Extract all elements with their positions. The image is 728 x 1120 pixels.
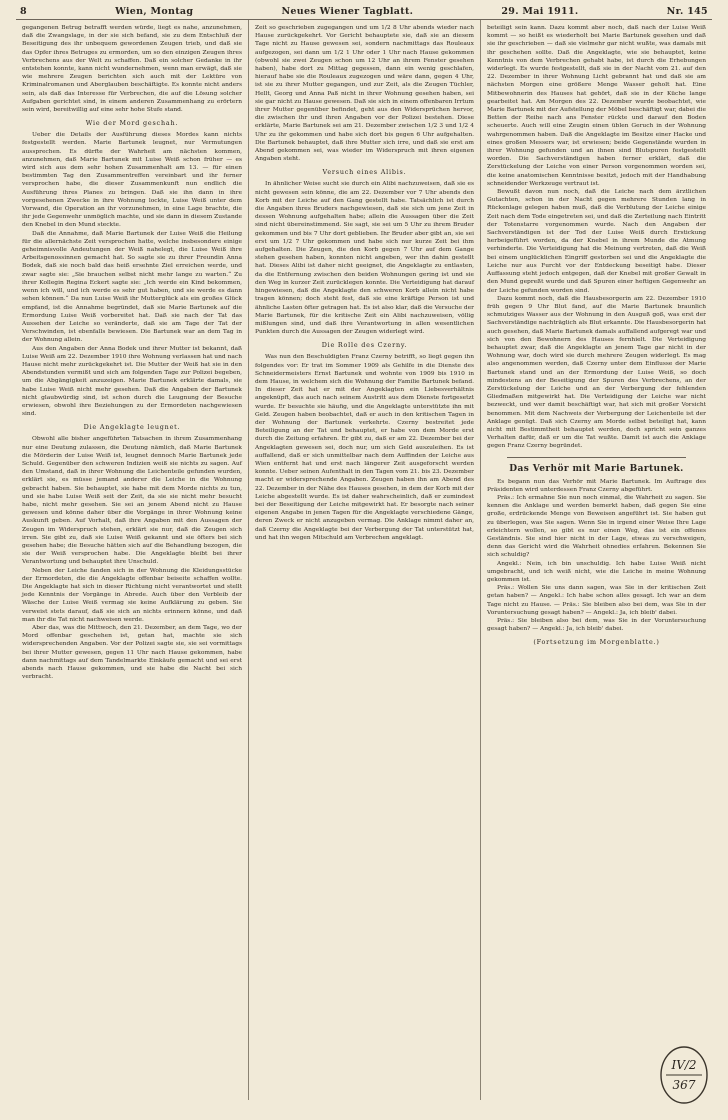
column-1 — [16, 20, 248, 1100]
issue-date: 29. Mai 1911. — [501, 6, 579, 17]
subheading: Die Rolle des Czerny. — [321, 341, 408, 350]
paragraph: Aber das, was die Mittwoch, den 21. Dezember, an dem Tage, wo der Mord offenbar geschehen ist, getan hat, machte sie sich widersprechenden Angaben. Vor der Polizei sagte sie, sie sei vormittags bei ihrer Mutter gewesen, gegen 11 Uhr nach Hause gekommen, habe dann nachmittags auf dem Tandelmarkte Einkäufe gemacht und sei erst abends nach Hause gekommen, und sie habe die Nacht bei sich verbracht. — [22, 625, 242, 681]
subheading: Wie der Mord geschah. — [85, 119, 179, 128]
subheading: Die Angeklagte leugnet. — [83, 423, 181, 432]
paragraph: Neben der Leiche fanden sich in der Wohnung die Kleidungsstücke der Ermordeten, die die Angeklagte offenbar beiseite schaffen wollte. Die Angeklagte hat sich in dieser Richtung nicht verantwortet und stellt jede Kenntnis der Vorgänge in Abrede. Auch über den Verbleib der Wäsche der Luise Weiß vermag sie keine Aufklärung zu geben. Sie verweist stets darauf, daß sie sich an nichts erinnern könne, und daß man ihr die Tat nicht nachweisen werde. — [22, 567, 242, 623]
paragraph: Angekl.: Nein, ich bin unschuldig. Ich habe Luise Weiß nicht umgebracht, und ich weiß nicht, wie die Leiche in meine Wohnung gekommen ist. — [487, 560, 706, 583]
column-2 — [248, 20, 480, 1100]
paragraph: Ueber die Details der Ausführung dieses Mordes kann nichts festgestellt werden. Marie Bartunek leugnet, nur Vermutungen aussprechen. Es dürfte der Wahrheit am nächsten kommen, anzunehmen, daß Marie Bartunek mit Luise Weiß schon früher — es wird sich aus dem sehr hohen Zusammenhalt am 13. — für einen bestimmten Tag den Zusammentreffen vereinbart und ihr ferner versprochen habe, die dieser Zusammenkunft nun endlich die Ausführung ihres Planes zu bringen. Daß sie ihn dann in ihre vorgesehenen Zwecke in ihre Wohnung lockte, Luise Weiß unter dem Vorwand, die Operation an ihr vorzunehmen, in eine Lage brachte, die ihr jede Gegenwehr unmöglich machte, und sie dann in diesem Zustande den Knebel in den Mund steckte. — [22, 132, 242, 229]
paragraph: Daß die Annahme, daß Marie Bartunek der Luise Weiß die Heilung für die allernächste Zeit versprochen hatte, welche insbesondere einige geheimnisvolle Andeutungen der Weiß nahelegt, die Luise Weiß ihre Arbeitsgenossinnen gemacht hat. So sagte sie zu ihrer Freundin Anna Bodek, daß sie noch bald das heiß ersehnte Ziel erreichen werde, und zwar sagte sie: „Sie brauchen selbst nicht mehr lange zu warten.“ Zu ihrer Kollegin Regina Eckert sagte sie: „Ich werde ein Kind bekommen, wenn ich will, und ich werde es sehr gut haben, und sie werde es dann sehen können.“ Da nun Luise Weiß ihr Mutterglück als ein großes Glück empfand, ist die Annahme begründet, daß sie Marie Bartunek auf die Ermordung Luise Weiß vorbereitet hat. Daß sie nach der Tat das Aussehen der Leiche so veränderte, daß sie am Tage der Tat der Verschwinden, ist ebenfalls bewiesen. Die Bartunek war an dem Tag in der Wohnung allein. — [22, 230, 242, 344]
page-number: 8 — [20, 6, 27, 17]
newspaper-name: Neues Wiener Tagblatt. — [281, 6, 414, 17]
article-columns — [16, 20, 712, 1100]
column-3 — [480, 20, 712, 1100]
subheading: Versuch eines Alibis. — [322, 168, 407, 177]
archive-stamp-graphic — [658, 1044, 710, 1106]
continuation-note: (Fortsetzung im Morgenblatte.) — [533, 638, 660, 647]
stamp-line-2: 367 — [672, 1078, 696, 1092]
paragraph: Obwohl alle bisher angeführten Tatsachen in ihrem Zusammenhang nur eine Deutung zulassen, die Deutung nämlich, daß Marie Bartunek die Mörderin der Luise Weiß ist, leugnet dennoch Marie Bartunek jede Schuld. Gegenüber den schweren Indizien weiß sie nichts zu sagen. Auf den Umstand, daß in ihrer Wohnung die Leichenteile gefunden wurden, erklärt sie, es müsse jemand anderer die Leiche in die Wohnung gebracht haben. Sie behauptet, sie habe mit dem Morde nichts zu tun, und sie habe Luise Weiß seit der Zeit, da sie sie nicht mehr besucht habe, nicht mehr gesehen. Sie sei an jenem Abend nicht zu Hause gewesen und könne daher über die Vorgänge in ihrer Wohnung keine Auskunft geben. Auf Vorhalt, daß ihre Angaben mit den Aussagen der Zeugen im Widerspruch stehen, erklärt sie nur, daß die Zeugen sich irren. Sie gibt zu, daß sie Luise Weiß gekannt und sie öfters bei sich gesehen habe; die Besuche hätten sich auf die Behandlung bezogen, die sie der Weiß versprochen habe. Die Angeklagte bleibt bei ihrer Verantwortung und behauptet ihre Unschuld. — [22, 436, 242, 566]
section-divider — [507, 457, 686, 458]
paragraph: Präs.: Sie bleiben also bei dem, was Sie in der Voruntersuchung gesagt haben? — Angekl.: Ja, ich bleib' dabei. — [487, 618, 706, 633]
paragraph: In ähnlicher Weise sucht sie durch ein Alibi nachzuweisen, daß sie es nicht gewesen sein könne, die am 22. Dezember vor 7 Uhr abends den Korb mit der Leiche auf den Gang gestellt habe. Tatsächlich ist durch die Angaben ihres Bruders nachgewiesen, daß sie sich um jene Zeit in dessen Wohnung aufgehalten habe; allein die Aussagen über die Zeit sind nicht übereinstimmend. Sie sagt, sie sei um 5 Uhr zu ihrem Bruder gekommen und bis 7 Uhr dort geblieben. Ihr Bruder aber gibt an, sie sei erst um 1/2 7 Uhr gekommen und habe sich nur kurze Zeit bei ihm aufgehalten. Die Zeugen, die den Korb gegen 7 Uhr auf dem Gange stehen gesehen haben, konnten nicht angeben, wer ihn dahin gestellt hat. Dieses Alibi ist daher nicht geeignet, die Angeklagte zu entlasten, da die Entfernung zwischen den beiden Wohnungen gering ist und sie den Weg in kurzer Zeit zurücklegen konnte. Die Verteidigung hat darauf hingewiesen, daß die Angeklagte den schweren Korb allein nicht habe tragen können; doch steht fest, daß sie eine kräftige Person ist und ähnliche Lasten öfter getragen hat. Es ist also klar, daß die Versuche der Marie Bartunek, für die kritische Zeit ein Alibi nachzuweisen, völlig mißlungen sind, und daß ihre Verantwortung in allen wesentlichen Punkten durch die Aussagen der Zeugen widerlegt wird. — [255, 181, 474, 336]
archive-stamp — [658, 1044, 710, 1106]
paragraph: Präs.: Wollen Sie uns dann sagen, was Sie in der kritischen Zeit getan haben? — Angekl.: Ich habe schon alles gesagt. Ich war an dem Tage nicht zu Hause. — Präs.: Sie bleiben also bei dem, was Sie in der Voruntersuchung gesagt haben? — Angekl.: Ja, ich bleib' dabei. — [487, 585, 706, 616]
city-date: Wien, Montag — [115, 6, 194, 17]
section-title: Das Verhör mit Marie Bartunek. — [509, 463, 684, 474]
page-header — [16, 4, 712, 20]
paragraph: Es begann nun das Verhör mit Marie Bartunek. Im Auftrage des Präsidenten wird unterdessen Franz Czerny abgeführt. — [487, 478, 706, 493]
paragraph: gegangenen Betrug betrafft werden würde, liegt es nahe, anzunehmen, daß die Zwangslage, in der sie sich befand, sie zu dem Entschluß der Beseitigung des ihr unbequem gewordenen Zeugen trieb, und daß sie das Opfer ihres Betruges zu ermorden, um so den einzigen Zeugen ihres Verbrechens aus der Welt zu schaffen. Daß ein solcher Gedanke in ihr entstehen konnte, kann nicht wundernehmen, wenn man erwägt, daß sie wie mehrere Zeugen berichten sich auch mit der Lektüre von Kriminalromanen und Aberglauben beschäftigte. Es konnte nicht anders sein, als daß das Interesse für Verbrechen, die auf die Lösung solcher Aufgaben gerichtet sind, in einem anderen Zusammenhang zu erörtern sein wird, bereitwillig auf eine sehr hohe Stufe stand. — [22, 25, 242, 114]
paragraph: Präs.: Ich ermahne Sie nun noch einmal, die Wahrheit zu sagen. Sie kennen die Anklage und werden bemerkt haben, daß gegen Sie eine große, erdrückende Menge von Beweisen angeführt ist. Sie haben gut zu überlegen, was Sie sagen. Wenn Sie in irgend einer Weise Ihre Lage erleichtern wollen, so gibt es nur einen Weg, das ist ein offenes Geständnis. Sie sind hier nicht in der Lage, etwas zu verschweigen, denn das Gericht wird die Wahrheit ohnedies erfahren. Bekennen Sie sich schuldig? — [487, 494, 706, 559]
paragraph: Zeit so geschrieben zugegangen und um 1/2 8 Uhr abends wieder nach Hause zurückgekehrt. Vor Gericht behauptete sie, daß sie an diesem Tage nicht zu Hause gewesen sei, sondern nachmittags das Rouleaux aufgezogen, sei dann um 1/2 1 Uhr oder 1 Uhr nach Hause gekommen (obwohl sie zwei Zeugen schon um 12 Uhr an ihrem Fenster gesehen haben), habe dort zu Mittag gegessen, dann ein wenig geschlafen, hierauf habe sie die Rouleaux zugezogen und wäre dann, gegen 4 Uhr, ist sie zu ihrer Mutter gegangen, und zur Zeit, als die Zeugen Tüchler, Hellt, Georg und Anna Paß nicht in ihrer Wohnung gesehen haben, sei sie gar nicht zu Hause gewesen. Daß sie sich in einem offenbaren Irrtum ihrer Mutter gegenüber befindet, geht aus den Widersprüchen hervor, die zwischen ihr und ihren Angaben vor der Polizei bestehen. Diese erklärte, Marie Bartunek sei am 21. Dezember zwischen 1/2 3 und 1/2 4 Uhr zu ihr gekommen und habe sich dort bis gegen 6 Uhr aufgehalten. Die Bartunek behauptet, daß ihre Mutter sich irre, und daß sie erst am Abend gekommen sei, was wieder im Widerspruch mit ihren eigenen Angaben steht. — [255, 25, 474, 163]
paragraph: Dazu kommt noch, daß die Hausbesorgerin am 22. Dezember 1910 früh gegen 9 Uhr Blut fand, auf die Marie Bartunek braunlich schmutziges Wasser aus der Wohnung in den Ausguß goß, was erst der Sachverständige nachträglich als Blut erkannte. Die Hausbesorgerin hat auch gesehen, daß Marie Bartunek damals auffallend aufgeregt war und sich von den Bewohnern des Hauses fernhielt. Die Verteidigung behauptet zwar, daß die Angeklagte an jenem Tage gar nicht in der Wohnung war, doch wird sie durch mehrere Zeugen widerlegt. Es mag also angenommen werden, daß Czerny unter dem Einflusse der Marie Bartunek stand und an der Ermordung der Luise Weiß, so doch mindestens an der Beseitigung der Spuren des Verbrechens, an der Zerstückelung der Leiche und an der Verbergung der fehlenden Gliedmaßen mitgewirkt hat. Die Verteidigung der Leiche war nicht bezweckt, und wer damit beschäftigt war, hat sich mit großer Vorsicht benommen. Mit dem Nachweis der Verbergung der Leichenteile ist der Anklage genügt. Daß sich Czerny am Morde selbst beteiligt hat, kann nicht mit Bestimmtheit behauptet werden, doch spricht sein ganzes Verhalten dafür, daß er um die Tat wußte. Damit ist auch die Anklage gegen Franz Czerny begründet. — [487, 295, 706, 450]
paragraph: beteiligt sein kann. Dazu kommt aber noch, daß nach der Luise Weiß kommt — so heißt es wiederholt bei Marie Bartunek gesehen und daß sie ihr geschrieben — daß sie vielmehr gar nicht wußte, was damals mit ihr geschehen sollte. Daß die Angeklagte, wie sie behauptet, keine Kenntnis von dem Verbrechen gehabt habe, ist durch die Erhebungen widerlegt. Es wurde festgestellt, daß sie in der Nacht vom 21. auf den 22. Dezember in ihrer Wohnung Licht gebrannt hat und daß sie am nächsten Morgen eine größere Menge Wasser geholt hat. Eine Mitbewohnerin des Hauses hat gehört, daß sie in der Küche lange gearbeitet hat. Am Morgen des 22. Dezember wurde beobachtet, wie Marie Bartunek mit der Aufstellung der Möbel beschäftigt war, dabei die Betten der Reihe nach ans Fenster rückte und darauf den Boden scheuerte. Auch will eine Zeugin einen üblen Geruch in der Wohnung wahrgenommen haben. Daß die Angeklagte im Besitze einer Hacke und eines großen Messers war, ist erwiesen; beide Gegenstände wurden in ihrer Wohnung gefunden und an ihnen sind Blutspuren festgestellt worden. Die Sachverständigen haben ferner erklärt, daß die Zerstückelung der Leiche von einer Person vorgenommen worden sei, die keine anatomischen Kenntnisse besitzt, jedoch mit der Handhabung schneidender Werkzeuge vertraut ist. — [487, 25, 706, 187]
stamp-line-1: IV/2 — [671, 1058, 697, 1072]
paragraph: Aus den Angaben der Anna Bodek und ihrer Mutter ist bekannt, daß Luise Weiß am 22. Dezember 1910 ihre Wohnung verlassen hat und nach Hause nicht mehr zurückgekehrt ist. Die Mutter der Weiß hat sie in den Abendstunden vermißt und sich am folgenden Tage zur Polizei begeben, um die Abgängigkeit anzuzeigen. Marie Bartunek erklärte damals, sie habe Luise Weiß nicht mehr gesehen. Daß die Angaben der Bartunek nicht glaubwürdig sind, ist schon durch die Leugnung der Besuche erwiesen, obwohl ihre Beziehungen zu der Ermordeten nachgewiesen sind. — [22, 345, 242, 418]
paragraph: Was nun den Beschuldigten Franz Czerny betrifft, so liegt gegen ihn folgendes vor: Er trat im Sommer 1909 als Gehilfe in die Dienste des Schneidermeisters Ernst Bartunek und wohnte von 1909 bis 1910 in dem Hause, in welchem sich die Wohnung der Familie Bartunek befand. In dieser Zeit hat er mit der Angeklagten ein Liebesverhältnis angeknüpft, das auch nach seinem Austritt aus dem Dienste fortgesetzt wurde. Er besuchte sie häufig, und die Angeklagte unterstützte ihn mit Geld. Zeugen haben beobachtet, daß er auch in den kritischen Tagen in der Wohnung der Bartunek verkehrte. Czerny bestreitet jede Beteiligung an der Tat und behauptet, er habe von dem Morde erst durch die Zeitung erfahren. Er gibt zu, daß er am 22. Dezember bei der Angeklagten gewesen sei, doch nur, um sich Geld auszuleihen. Es ist auffallend, daß er sich unmittelbar nach dem Auffinden der Leiche aus Wien entfernt hat und erst nach längerer Zeit ausgeforscht werden konnte. Ueber seinen Aufenthalt in den Tagen vom 21. bis 23. Dezember macht er widersprechende Angaben. Zeugen haben ihn am Abend des 22. Dezember in der Nähe des Hauses gesehen, in dem der Korb mit der Leiche abgestellt wurde. Es ist daher wahrscheinlich, daß er zumindest bei der Beseitigung der Leiche mitgewirkt hat. Er besorgte nach seiner eigenen Angabe in jenen Tagen für die Angeklagte verschiedene Gänge, deren Zweck er nicht anzugeben vermag. Die Anklage nimmt daher an, daß Czerny die Angeklagte bei der Verbergung der Tat unterstützt hat, und hat ihn wegen Mitschuld am Verbrechen angeklagt. — [255, 354, 474, 541]
paragraph: Bewußt davon nun noch, daß die Leiche nach dem ärztlichen Gutachten, schon in der Nacht gegen mehrere Stunden lang in Rückenlage gelegen haben muß, daß die Verblutung der Leiche einige Zeit nach dem Tode eingetreten sei, und daß die Zerteilung nach Eintritt der Totenstarre vorgenommen wurde. Nach den Angaben der Sachverständigen ist der Tod der Luise Weiß durch Erstickung herbeigeführt worden, da der Knebel in ihrem Munde die Atmung verhinderte. Die Verteidigung hat die Meinung vertreten, daß die Weiß bei einem unglücklichen Eingriff gestorben sei und die Angeklagte die Leiche nur aus Furcht vor der Entdeckung beseitigt habe. Dieser Auffassung steht jedoch entgegen, daß der Knebel mit großer Gewalt in den Mund gepreßt wurde und daß Spuren einer heftigen Gegenwehr an der Leiche gefunden worden sind. — [487, 189, 706, 294]
issue-number: Nr. 145 — [666, 6, 708, 17]
